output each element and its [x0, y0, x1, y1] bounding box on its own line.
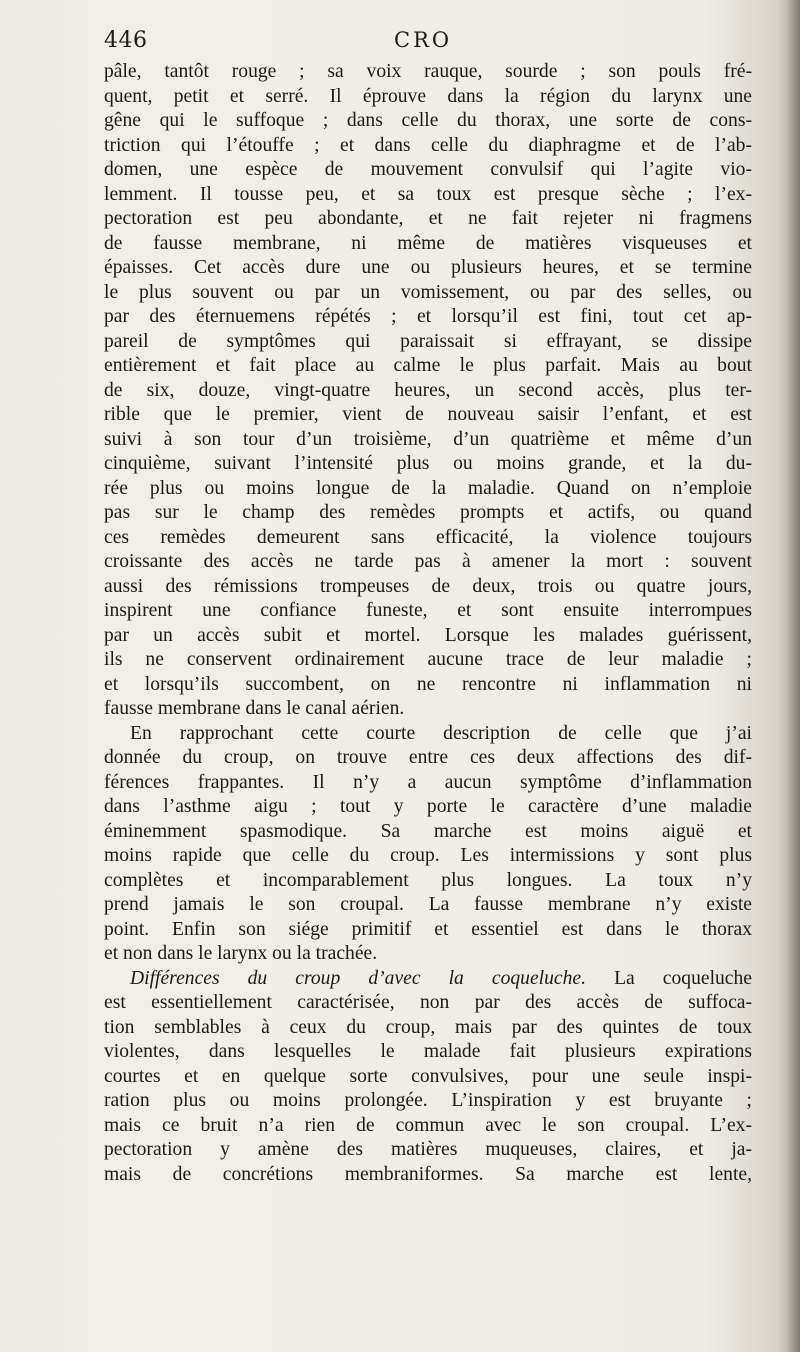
text-line: cinquième, suivant l’intensité plus ou moins grande, et la du- — [104, 453, 752, 474]
text-line: pâle, tantôt rouge ; sa voix rauque, sourde ; son pouls fré- — [104, 61, 752, 82]
page-number: 446 — [104, 28, 148, 53]
text-line: ils ne conservent ordinairement aucune trace de leur maladie ; — [104, 649, 752, 670]
text-line: domen, une espèce de mouvement convulsif qui l’agite vio- — [104, 159, 752, 180]
paragraph-end-line: et non dans le larynx ou la trachée. — [104, 943, 378, 964]
text-line: pareil de symptômes qui paraissait si effrayant, se dissipe — [104, 330, 752, 352]
paragraph-start-line: En rapprochant cette courte description de celle que j’ai — [130, 722, 752, 744]
text-line: mais de concrétions membraniformes. Sa marche est lente, — [104, 1163, 752, 1185]
text-line: par des éternuemens répétés ; et lorsqu’il est fini, tout cet ap- — [104, 306, 752, 327]
text-line: moins rapide que celle du croup. Les intermissions y sont plus — [104, 845, 752, 866]
text-line: par un accès subit et mortel. Lorsque les malades guérissent, — [104, 624, 752, 646]
text-line: violentes, dans lesquelles le malade fait plusieurs expirations — [104, 1041, 752, 1062]
text-line: pas sur le champ des remèdes prompts et actifs, ou quand — [104, 502, 752, 523]
text-line: rible que le premier, vient de nouveau saisir l’enfant, et est — [104, 404, 752, 425]
page-edge-shadow — [786, 0, 800, 1352]
text-line: inspirent une confiance funeste, et sont ensuite interrompues — [104, 600, 752, 621]
section-heading: Différences du croup d’avec la coqueluche. — [130, 967, 586, 989]
text-line: ration plus ou moins prolongée. L’inspiration y est bruyante ; — [104, 1090, 752, 1111]
text-line: tion semblables à ceux du croup, mais par des quintes de toux — [104, 1016, 752, 1038]
text-line: suivi à son tour d’un troisième, d’un quatrième et même d’un — [104, 428, 752, 450]
text-line: mais ce bruit n’a rien de commun avec le son croupal. L’ex- — [104, 1114, 752, 1136]
text-line: le plus souvent ou par un vomissement, ou par des selles, ou — [104, 281, 752, 303]
text-line: courtes et en quelque sorte convulsives, pour une seule inspi- — [104, 1065, 752, 1087]
text-line: complètes et incomparablement plus longues. La toux n’y — [104, 869, 752, 891]
text-line: férences frappantes. Il n’y a aucun symptôme d’inflammation — [104, 771, 752, 793]
text-line: quent, petit et serré. Il éprouve dans la région du larynx une — [104, 85, 752, 107]
text-line: de six, douze, vingt-quatre heures, un second accès, plus ter- — [104, 379, 752, 401]
text-fragment: La coqueluche — [614, 967, 752, 989]
text-line: gêne qui le suffoque ; dans celle du thorax, une sorte de cons- — [104, 110, 752, 131]
text-line: éminemment spasmodique. Sa marche est moins aiguë et — [104, 820, 752, 842]
text-line: pectoration est peu abondante, et ne fait rejeter ni fragmens — [104, 208, 752, 229]
paragraph-end-line: fausse membrane dans le canal aérien. — [104, 698, 405, 719]
text-line: pectoration y amène des matières muqueuses, claires, et ja- — [104, 1139, 752, 1160]
text-line: entièrement et fait place au calme le plus parfait. Mais au bout — [104, 355, 752, 376]
text-line: point. Enfin son siége primitif et essentiel est dans le thorax — [104, 918, 752, 940]
body-text — [104, 60, 752, 1187]
running-head: CRO — [394, 28, 453, 52]
text-line: dans l’asthme aigu ; tout y porte le caractère d’une maladie — [104, 796, 752, 817]
text-line: rée plus ou moins longue de la maladie. Quand on n’emploie — [104, 477, 752, 499]
text-line: donnée du croup, on trouve entre ces deux affections des dif- — [104, 747, 752, 768]
text-line: aussi des rémissions trompeuses de deux, trois ou quatre jours, — [104, 575, 752, 597]
text-line: de fausse membrane, ni même de matières visqueuses et — [104, 232, 752, 254]
section-heading-line — [104, 967, 752, 992]
page-header — [104, 28, 754, 58]
text-line: ces remèdes demeurent sans efficacité, la violence toujours — [104, 526, 752, 548]
text-line: épaisses. Cet accès dure une ou plusieurs heures, et se termine — [104, 257, 752, 278]
text-line: prend jamais le son croupal. La fausse membrane n’y existe — [104, 894, 752, 915]
text-line: croissante des accès ne tarde pas à amener la mort : souvent — [104, 551, 752, 572]
text-line: et lorsqu’ils succombent, on ne rencontre ni inflammation ni — [104, 673, 752, 695]
text-line: lemment. Il tousse peu, et sa toux est presque sèche ; l’ex- — [104, 183, 752, 205]
text-line: est essentiellement caractérisée, non par des accès de suffoca- — [104, 992, 752, 1013]
text-line: triction qui l’étouffe ; et dans celle du diaphragme et de l’ab- — [104, 134, 752, 156]
